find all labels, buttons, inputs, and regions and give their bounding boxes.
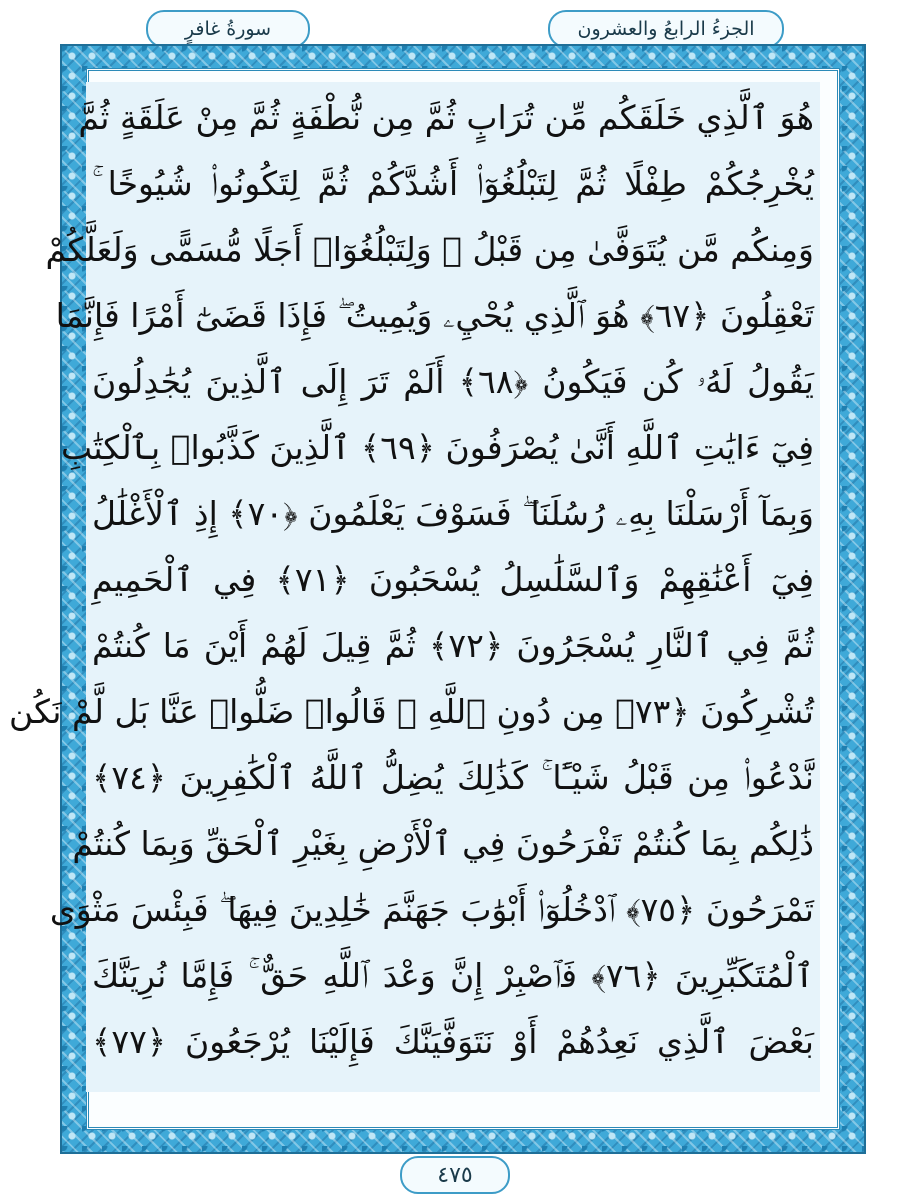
verse-line: وَبِمَآ أَرْسَلْنَا بِهِۦ رُسُلَنَا ۖ فَسَوْفَ يَعْلَمُونَ ﴿٧٠﴾ إِذِ ٱلْأَغْلَٰلُ — [92, 494, 814, 533]
juz-label: الجزءُ الرابعُ والعشرون — [548, 10, 784, 48]
verse-line: تَعْقِلُونَ ﴿٦٧﴾ هُوَ ٱلَّذِي يُحْيِۦ وَيُمِيتُ ۖ فَإِذَا قَضَىٰٓ أَمْرًا فَإِنَّمَا — [55, 296, 814, 335]
verse-line: تُشْرِكُونَ ﴿٧٣﴾ مِن دُونِ ٱللَّهِ ۖ قَالُوا۟ ضَلُّوا۟ عَنَّا بَل لَّمْ نَكُن — [8, 692, 814, 731]
verse-line: وَمِنكُم مَّن يُتَوَفَّىٰ مِن قَبْلُ ۖ وَلِتَبْلُغُوٓا۟ أَجَلًا مُّسَمًّى وَلَعَلَّكُمْ — [45, 230, 814, 269]
verse-line: تَمْرَحُونَ ﴿٧٥﴾ ٱدْخُلُوٓا۟ أَبْوَٰبَ جَهَنَّمَ خَٰلِدِينَ فِيهَا ۖ فَبِئْسَ مَثْوَى — [49, 890, 814, 929]
verse-line: بَعْضَ ٱلَّذِي نَعِدُهُمْ أَوْ نَتَوَفَّيَنَّكَ فَإِلَيْنَا يُرْجَعُونَ ﴿٧٧﴾ — [92, 1022, 814, 1061]
verse-line: ٱلْمُتَكَبِّرِينَ ﴿٧٦﴾ فَٱصْبِرْ إِنَّ وَعْدَ ٱللَّهِ حَقٌّ ۚ فَإِمَّا نُرِيَنَّكَ — [92, 956, 814, 995]
verse-line: ذَٰلِكُم بِمَا كُنتُمْ تَفْرَحُونَ فِي ٱلْأَرْضِ بِغَيْرِ ٱلْحَقِّ وَبِمَا كُنتُمْ — [72, 824, 814, 863]
verse-line: فِيٓ ءَايَٰتِ ٱللَّهِ أَنَّىٰ يُصْرَفُونَ ﴿٦٩﴾ ٱلَّذِينَ كَذَّبُوا۟ بِٱلْكِتَٰبِ — [61, 428, 814, 467]
verse-line: يَقُولُ لَهُۥ كُن فَيَكُونُ ﴿٦٨﴾ أَلَمْ تَرَ إِلَى ٱلَّذِينَ يُجَٰدِلُونَ — [92, 362, 814, 401]
verse-line: فِيٓ أَعْنَٰقِهِمْ وَٱلسَّلَٰسِلُ يُسْحَبُونَ ﴿٧١﴾ فِي ٱلْحَمِيمِ — [92, 560, 814, 599]
page-number: ٤٧٥ — [400, 1156, 510, 1194]
verse-line: نَّدْعُوا۟ مِن قَبْلُ شَيْـًٔا ۚ كَذَٰلِكَ يُضِلُّ ٱللَّهُ ٱلْكَٰفِرِينَ ﴿٧٤﴾ — [92, 758, 814, 797]
verse-line: ثُمَّ فِي ٱلنَّارِ يُسْجَرُونَ ﴿٧٢﴾ ثُمَّ قِيلَ لَهُمْ أَيْنَ مَا كُنتُمْ — [92, 626, 814, 665]
surah-label: سورةُ غافرٍ — [146, 10, 310, 48]
verse-line: هُوَ ٱلَّذِي خَلَقَكُم مِّن تُرَابٍ ثُمَّ مِن نُّطْفَةٍ ثُمَّ مِنْ عَلَقَةٍ ثُمَّ — [78, 98, 814, 137]
verse-line: يُخْرِجُكُمْ طِفْلًا ثُمَّ لِتَبْلُغُوٓا۟ أَشُدَّكُمْ ثُمَّ لِتَكُونُوا۟ شُيُوخًا ۚ — [92, 164, 814, 203]
